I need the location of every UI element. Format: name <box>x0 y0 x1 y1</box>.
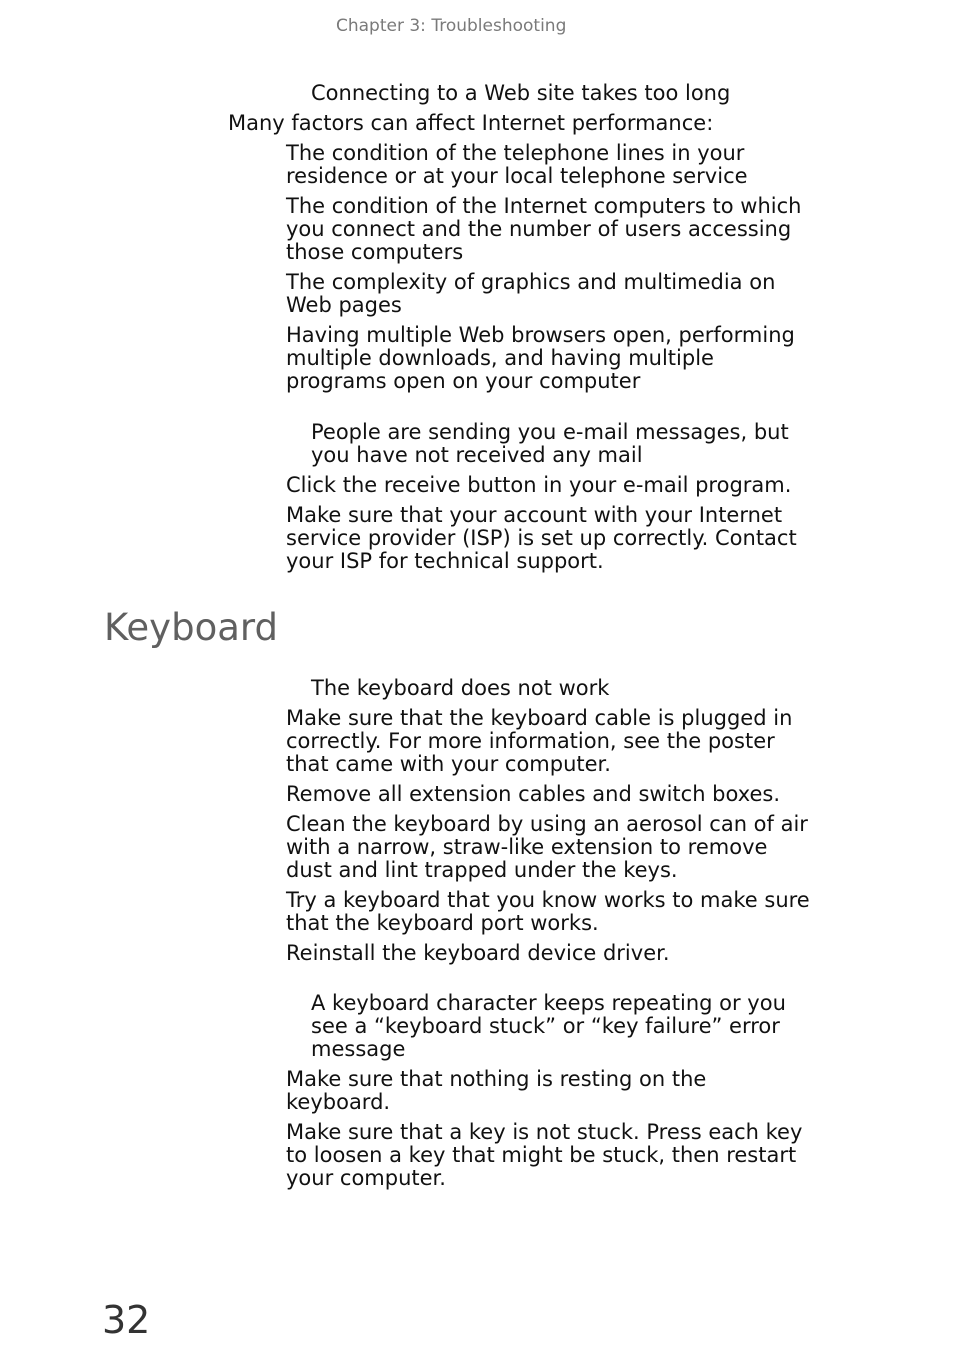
keyboard-solution-item: Remove all extension cables and switch boxes. <box>286 782 781 806</box>
factor-item: The condition of the Internet computers to which you connect and the number of users accessing those computers <box>286 194 802 264</box>
repeat-solution-item: Make sure that nothing is resting on the keyboard. <box>286 1067 707 1114</box>
keyboard-solution-item: Reinstall the keyboard device driver. <box>286 941 670 965</box>
factor-item: Having multiple Web browsers open, performing multiple downloads, and having multiple programs open on your computer <box>286 323 795 393</box>
keyboard-solution-item: Clean the keyboard by using an aerosol can of air with a narrow, straw-like extension to remove dust and lint trapped under the keys. <box>286 812 808 882</box>
running-header: Chapter 3: Troubleshooting <box>336 16 567 36</box>
mail-solution-item: Click the receive button in your e-mail program. <box>286 473 792 497</box>
factor-item: The complexity of graphics and multimedia on Web pages <box>286 270 776 317</box>
section-title-keyboard: Keyboard <box>104 606 278 649</box>
problem-heading-slow-connection: Connecting to a Web site takes too long <box>311 81 731 105</box>
keyboard-solution-item: Make sure that the keyboard cable is plugged in correctly. For more information, see the poster that came with your computer. <box>286 706 793 776</box>
problem-heading-key-repeating: A keyboard character keeps repeating or you see a “keyboard stuck” or “key failure” error message <box>311 991 786 1061</box>
page-number: 32 <box>102 1298 151 1342</box>
repeat-solution-item: Make sure that a key is not stuck. Press each key to loosen a key that might be stuck, then restart your computer. <box>286 1120 803 1190</box>
intro-text: Many factors can affect Internet performance: <box>228 111 714 135</box>
factor-item: The condition of the telephone lines in your residence or at your local telephone service <box>286 141 748 188</box>
mail-solution-item: Make sure that your account with your Internet service provider (ISP) is set up correctly. Contact your ISP for technical support. <box>286 503 797 573</box>
problem-heading-keyboard-not-work: The keyboard does not work <box>311 676 610 700</box>
problem-heading-no-mail: People are sending you e-mail messages, but you have not received any mail <box>311 420 789 467</box>
keyboard-solution-item: Try a keyboard that you know works to make sure that the keyboard port works. <box>286 888 810 935</box>
